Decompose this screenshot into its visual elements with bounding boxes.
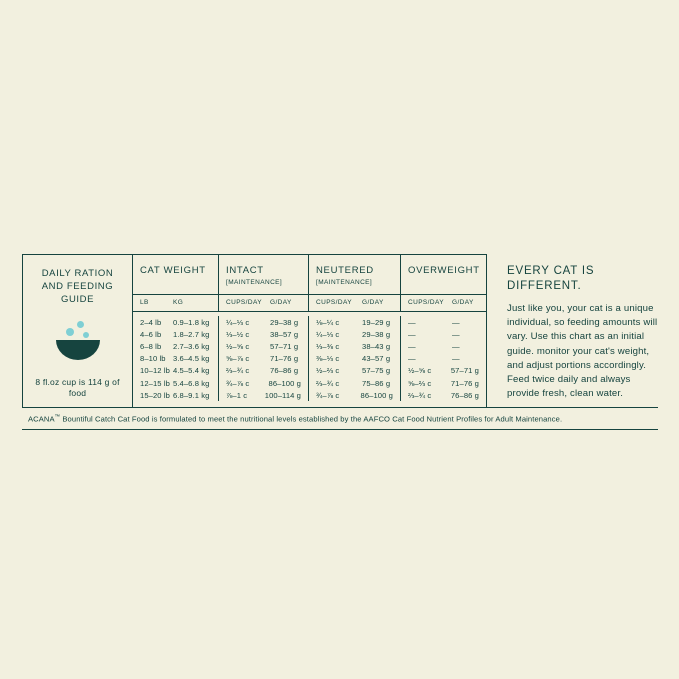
- cell-neutered-grams: 57–75 g: [362, 366, 391, 376]
- cell-overweight-cups: —: [408, 329, 416, 339]
- cell-neutered-cups: ¼–⅓ c: [316, 329, 340, 339]
- column-header-neutered-cups: CUPS/DAY: [316, 299, 352, 306]
- aafco-footnote: [28, 412, 658, 425]
- cell-intact-cups: ⅞–1 c: [226, 390, 248, 400]
- column-headers-cat-weight: [133, 295, 219, 311]
- cell-overweight-cups: —: [408, 354, 416, 364]
- cell-overweight-grams: —: [452, 341, 460, 351]
- cell-group-neutered: [309, 389, 401, 401]
- cell-intact-grams: 86–100 g: [268, 378, 301, 388]
- column-headers-overweight: [401, 295, 486, 311]
- table-row: [133, 389, 486, 401]
- group-header-intact: [219, 255, 309, 294]
- table-row: [133, 353, 486, 365]
- table-row: [133, 365, 486, 377]
- cell-overweight-grams: 71–76 g: [450, 378, 479, 388]
- cell-group-intact: [219, 365, 309, 377]
- daily-ration-title: DAILY RATION AND FEEDING GUIDE: [41, 268, 114, 305]
- cell-neutered-cups: ⅜–⅓ c: [316, 354, 340, 364]
- cell-overweight-cups: ⅝–⅔ c: [408, 378, 432, 388]
- feeding-table: [22, 254, 487, 407]
- cell-group-overweight: [401, 328, 486, 340]
- table-data-area: [133, 255, 486, 407]
- group-header-cat-weight: [133, 255, 219, 294]
- column-header-overweight-cups: CUPS/DAY: [408, 299, 444, 306]
- table-row: [133, 328, 486, 340]
- kibble-dot-2: [77, 321, 84, 328]
- cell-group-neutered: [309, 377, 401, 389]
- cell-intact-grams: 71–76 g: [270, 354, 299, 364]
- cell-group-weight: [133, 340, 219, 352]
- cell-neutered-grams: 43–57 g: [362, 354, 391, 364]
- column-header-lb: LB: [140, 299, 149, 306]
- cell-overweight-grams: —: [452, 329, 460, 339]
- group-title-overweight: OVERWEIGHT: [408, 265, 480, 276]
- cell-neutered-grams: 19–29 g: [362, 317, 391, 327]
- cell-intact-cups: ¼–⅓ c: [226, 317, 250, 327]
- cell-kg: 5.4–6.8 kg: [173, 378, 210, 388]
- cell-lb: 10–12 lb: [140, 366, 170, 376]
- cell-neutered-cups: ½–⅔ c: [316, 366, 340, 376]
- table-body: [133, 312, 486, 407]
- group-title-cat-weight: CAT WEIGHT: [140, 265, 206, 276]
- cell-overweight-cups: —: [408, 317, 416, 327]
- cell-neutered-grams: 86–100 g: [360, 390, 393, 400]
- cell-group-intact: [219, 389, 309, 401]
- cell-lb: 15–20 lb: [140, 390, 170, 400]
- cup-equivalence-note: 8 fl.oz cup is 114 g of food: [35, 377, 120, 399]
- cell-intact-cups: ⅝–⅞ c: [226, 354, 250, 364]
- table-row: [133, 377, 486, 389]
- column-header-kg: KG: [173, 299, 184, 306]
- cell-kg: 0.9–1.8 kg: [173, 317, 210, 327]
- bowl-shape: [56, 340, 100, 360]
- group-header-overweight: [401, 255, 486, 294]
- cell-overweight-cups: —: [408, 341, 416, 351]
- table-row: [133, 340, 486, 352]
- cell-overweight-cups: ⅔–¾ c: [408, 390, 432, 400]
- cell-group-overweight: [401, 340, 486, 352]
- cell-group-overweight: [401, 353, 486, 365]
- cell-group-weight: [133, 377, 219, 389]
- cell-group-neutered: [309, 316, 401, 328]
- cell-lb: 2–4 lb: [140, 317, 162, 327]
- cell-kg: 4.5–5.4 kg: [173, 366, 210, 376]
- table-column-headers: [133, 295, 486, 312]
- column-headers-intact: [219, 295, 309, 311]
- column-header-overweight-grams: G/DAY: [452, 299, 474, 306]
- cell-overweight-grams: 57–71 g: [450, 366, 479, 376]
- cell-group-intact: [219, 377, 309, 389]
- feeding-chart: [22, 254, 658, 407]
- cell-kg: 2.7–3.6 kg: [173, 341, 210, 351]
- group-sub-neutered: [MAINTENANCE]: [316, 279, 373, 286]
- cell-group-weight: [133, 353, 219, 365]
- cell-intact-grams: 29–38 g: [270, 317, 299, 327]
- group-title-neutered: NEUTERED: [316, 265, 374, 276]
- brand-name: ACANA: [28, 414, 55, 424]
- cell-group-overweight: [401, 389, 486, 401]
- cell-group-intact: [219, 316, 309, 328]
- cell-group-overweight: [401, 377, 486, 389]
- cell-group-intact: [219, 340, 309, 352]
- cell-group-weight: [133, 316, 219, 328]
- cell-intact-cups: ⅓–½ c: [226, 329, 250, 339]
- cell-kg: 3.6–4.5 kg: [173, 354, 210, 364]
- cell-group-weight: [133, 389, 219, 401]
- cell-lb: 6–8 lb: [140, 341, 162, 351]
- cell-lb: 12–15 lb: [140, 378, 170, 388]
- group-header-neutered: [309, 255, 401, 294]
- cell-group-intact: [219, 328, 309, 340]
- section-body: Just like you, your cat is a unique individual, so feeding amounts will vary. Use this chart as an initial guide. monitor your cat's weight, and adjust portions accordingly. Feed twice daily and always provide fresh, clean water.: [507, 303, 658, 400]
- cell-neutered-grams: 38–43 g: [362, 341, 391, 351]
- cell-overweight-cups: ½–⅝ c: [408, 366, 432, 376]
- kibble-dot-3: [83, 332, 89, 338]
- footnote-text: Bountiful Catch Cat Food is formulated to meet the nutritional levels established by the AAFCO Cat Food Nutrient Profiles for Adult Maintenance.: [60, 414, 563, 424]
- cell-intact-grams: 100–114 g: [264, 390, 301, 400]
- cell-group-neutered: [309, 353, 401, 365]
- column-header-intact-grams: G/DAY: [270, 299, 292, 306]
- cell-group-overweight: [401, 316, 486, 328]
- table-row: [133, 316, 486, 328]
- cell-group-weight: [133, 365, 219, 377]
- cell-group-weight: [133, 328, 219, 340]
- cell-overweight-grams: 76–86 g: [450, 390, 479, 400]
- daily-ration-cell: [23, 255, 133, 407]
- cell-group-intact: [219, 353, 309, 365]
- cell-neutered-grams: 29–38 g: [362, 329, 391, 339]
- cell-lb: 8–10 lb: [140, 354, 166, 364]
- cell-neutered-cups: ⅛–¼ c: [316, 317, 340, 327]
- cat-food-bowl-icon: [52, 320, 104, 360]
- cell-neutered-cups: ¾–⅞ c: [316, 390, 340, 400]
- cell-kg: 6.8–9.1 kg: [173, 390, 210, 400]
- cell-neutered-cups: ⅔–¾ c: [316, 378, 340, 388]
- aafco-footnote-bar: [22, 407, 658, 430]
- cell-intact-grams: 76–86 g: [270, 366, 299, 376]
- cell-neutered-cups: ⅓–⅜ c: [316, 341, 340, 351]
- cell-intact-cups: ⅔–¾ c: [226, 366, 250, 376]
- column-header-intact-cups: CUPS/DAY: [226, 299, 262, 306]
- cell-neutered-grams: 75–86 g: [362, 378, 391, 388]
- column-header-neutered-grams: G/DAY: [362, 299, 384, 306]
- feeding-guide-panel: [22, 254, 658, 430]
- cell-group-neutered: [309, 328, 401, 340]
- kibble-dot-1: [66, 328, 74, 336]
- cell-intact-grams: 38–57 g: [270, 329, 299, 339]
- cell-group-neutered: [309, 340, 401, 352]
- table-main-row: [23, 255, 486, 407]
- section-title: EVERY CAT IS DIFFERENT.: [507, 265, 595, 292]
- group-title-intact: INTACT: [226, 265, 264, 276]
- cell-intact-cups: ¾–⅞ c: [226, 378, 250, 388]
- trademark-mark: ™: [54, 414, 61, 421]
- cell-overweight-grams: —: [452, 317, 460, 327]
- column-headers-neutered: [309, 295, 401, 311]
- cell-kg: 1.8–2.7 kg: [173, 329, 210, 339]
- cell-group-overweight: [401, 365, 486, 377]
- cell-intact-grams: 57–71 g: [270, 341, 299, 351]
- cell-group-neutered: [309, 365, 401, 377]
- every-cat-is-different-section: [487, 254, 658, 407]
- table-group-headers: [133, 255, 486, 295]
- cell-lb: 4–6 lb: [140, 329, 162, 339]
- cell-intact-cups: ½–⅝ c: [226, 341, 250, 351]
- group-sub-intact: [MAINTENANCE]: [226, 279, 283, 286]
- cell-overweight-grams: —: [452, 354, 460, 364]
